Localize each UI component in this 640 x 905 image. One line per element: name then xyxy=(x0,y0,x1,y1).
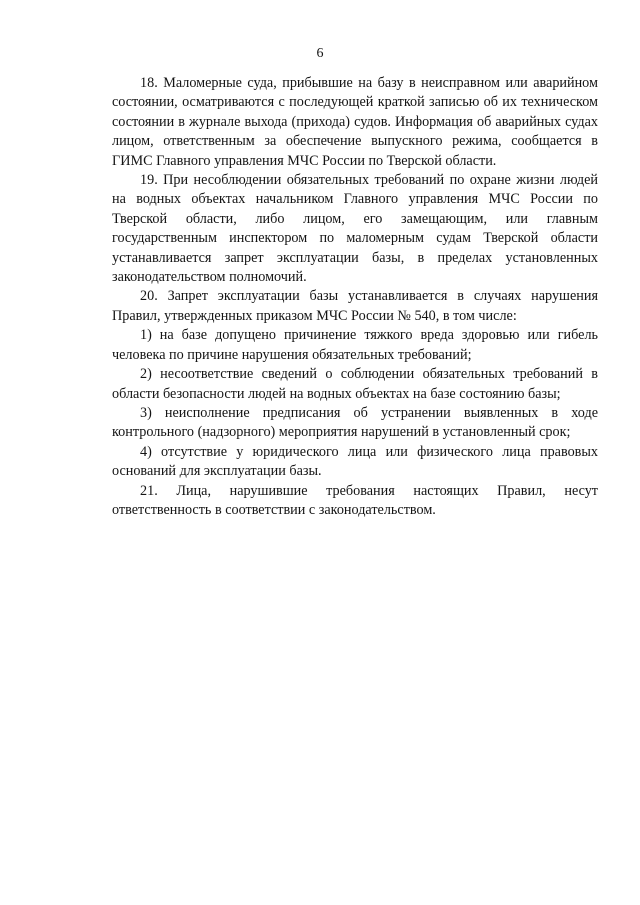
paragraph-19: 19. При несоблюдении обязательных требований по охране жизни людей на водных объектах начальником Главного управления МЧС России по Тверской области, либо лицом, его замещающим, или главным государственным инспектором по маломерным судам Тверской области устанавливается запрет эксплуатации базы, в пределах установленных законодательством полномочий. xyxy=(112,172,598,286)
page-number: 6 xyxy=(316,46,324,61)
list-item-2: 2) несоответствие сведений о соблюдении обязательных требований в области безопасности людей на водных объектах на базе состоянию базы; xyxy=(112,366,598,402)
paragraph-20: 20. Запрет эксплуатации базы устанавливается в случаях нарушения Правил, утвержденных приказом МЧС России № 540, в том числе: xyxy=(112,288,598,324)
list-item-4: 4) отсутствие у юридического лица или физического лица правовых оснований для эксплуатации базы. xyxy=(112,443,598,480)
paragraph-18: 18. Маломерные суда, прибывшие на базу в неисправном или аварийном состоянии, осматриваются с последующей краткой записью об их техническом состоянии в журнале выхода (прихода) судов. Информация об аварийных судах лицом, ответственным за обеспечение выпускного режима, сообщается в ГИМС Главного управления МЧС России по Тверской области. xyxy=(112,75,598,169)
list-item-3: 3) неисполнение предписания об устранении выявленных в ходе контрольного (надзорного) мероприятия нарушений в установленный срок; xyxy=(112,404,598,441)
paragraph-21: 21. Лица, нарушившие требования настоящих Правил, несут ответственность в соответствии с законодательством. xyxy=(112,482,598,518)
list-item-1: 1) на базе допущено причинение тяжкого вреда здоровью или гибель человека по причине нарушения обязательных требований; xyxy=(112,327,598,363)
document-text xyxy=(112,74,598,520)
